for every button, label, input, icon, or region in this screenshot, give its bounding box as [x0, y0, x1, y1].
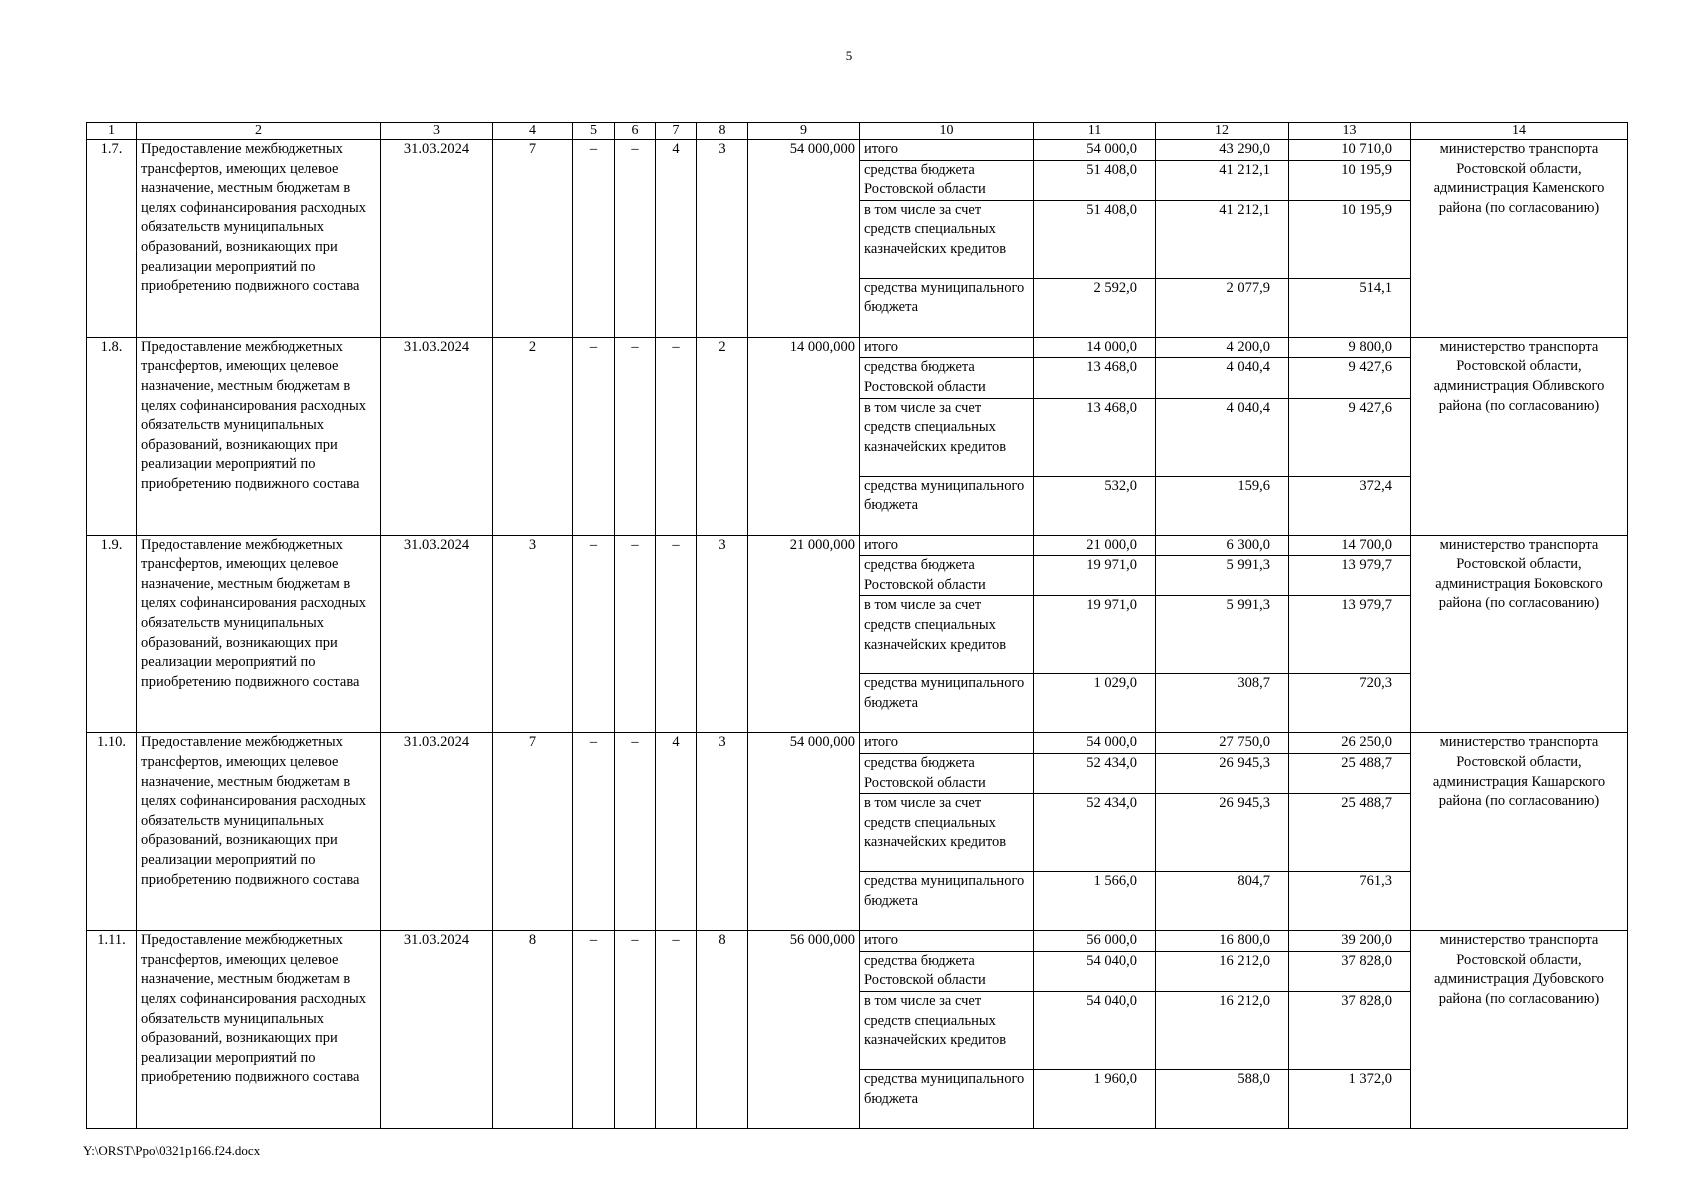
value-col11: 54 000,0 — [1034, 733, 1156, 754]
col6-value: – — [615, 337, 656, 535]
item-date: 31.03.2024 — [381, 931, 493, 1129]
value-col11: 54 040,0 — [1034, 951, 1156, 991]
item-date: 31.03.2024 — [381, 733, 493, 931]
value-col12: 588,0 — [1156, 1069, 1289, 1128]
value-col13: 9 800,0 — [1289, 337, 1411, 358]
responsible-party: министерство транспорта Ростовской области, администрация Каменского района (по согласованию) — [1411, 140, 1628, 338]
value-col12: 27 750,0 — [1156, 733, 1289, 754]
table-row — [87, 535, 1628, 556]
file-path-footer: Y:\ORST\Ppo\0321p166.f24.docx — [83, 1143, 261, 1158]
item-amount: 54 000,000 — [748, 140, 860, 338]
header-cell: 5 — [573, 123, 615, 140]
value-col11: 51 408,0 — [1034, 200, 1156, 278]
value-col13: 13 979,7 — [1289, 556, 1411, 596]
value-col13: 26 250,0 — [1289, 733, 1411, 754]
col5-value: – — [573, 535, 615, 733]
header-cell: 2 — [137, 123, 381, 140]
value-col12: 43 290,0 — [1156, 140, 1289, 161]
item-description: Предоставление межбюджетных трансфертов, имеющих целевое назначение, местным бюджетам в целях софинансирования расходных обязательств муниципальных образований, возникающих при реализации мероприятий по приобретению подвижного состава — [137, 140, 381, 338]
funding-source-label: средства бюджета Ростовской области — [860, 951, 1034, 991]
header-cell: 4 — [493, 123, 573, 140]
value-col12: 6 300,0 — [1156, 535, 1289, 556]
item-number: 1.7. — [87, 140, 137, 338]
value-col11: 52 434,0 — [1034, 794, 1156, 872]
item-description: Предоставление межбюджетных трансфертов, имеющих целевое назначение, местным бюджетам в целях софинансирования расходных обязательств муниципальных образований, возникающих при реализации мероприятий по приобретению подвижного состава — [137, 535, 381, 733]
item-date: 31.03.2024 — [381, 140, 493, 338]
header-cell: 6 — [615, 123, 656, 140]
col6-value: – — [615, 140, 656, 338]
item-number: 1.9. — [87, 535, 137, 733]
value-col13: 514,1 — [1289, 278, 1411, 337]
value-col13: 13 979,7 — [1289, 596, 1411, 674]
funding-source-label: итого — [860, 535, 1034, 556]
col6-value: – — [615, 931, 656, 1129]
value-col13: 1 372,0 — [1289, 1069, 1411, 1128]
funding-source-label: средства муниципального бюджета — [860, 674, 1034, 733]
value-col12: 41 212,1 — [1156, 160, 1289, 200]
col6-value: – — [615, 535, 656, 733]
value-col13: 372,4 — [1289, 476, 1411, 535]
value-col13: 10 710,0 — [1289, 140, 1411, 161]
value-col13: 761,3 — [1289, 872, 1411, 931]
value-col12: 4 200,0 — [1156, 337, 1289, 358]
value-col12: 16 212,0 — [1156, 991, 1289, 1069]
item-amount: 56 000,000 — [748, 931, 860, 1129]
item-description: Предоставление межбюджетных трансфертов, имеющих целевое назначение, местным бюджетам в целях софинансирования расходных обязательств муниципальных образований, возникающих при реализации мероприятий по приобретению подвижного состава — [137, 337, 381, 535]
column-number-header — [87, 123, 1628, 140]
value-col11: 13 468,0 — [1034, 398, 1156, 476]
item-number: 1.10. — [87, 733, 137, 931]
value-col12: 804,7 — [1156, 872, 1289, 931]
item-number: 1.8. — [87, 337, 137, 535]
col8-value: 2 — [697, 337, 748, 535]
funding-source-label: средства бюджета Ростовской области — [860, 753, 1034, 793]
funding-source-label: в том числе за счет средств специальных казначейских кредитов — [860, 794, 1034, 872]
funding-source-label: итого — [860, 337, 1034, 358]
value-col11: 1 566,0 — [1034, 872, 1156, 931]
value-col11: 51 408,0 — [1034, 160, 1156, 200]
value-col12: 308,7 — [1156, 674, 1289, 733]
value-col11: 1 029,0 — [1034, 674, 1156, 733]
value-col11: 13 468,0 — [1034, 358, 1156, 398]
value-col11: 19 971,0 — [1034, 556, 1156, 596]
value-col13: 39 200,0 — [1289, 931, 1411, 952]
value-col11: 56 000,0 — [1034, 931, 1156, 952]
col4-value: 7 — [493, 140, 573, 338]
funding-source-label: итого — [860, 733, 1034, 754]
value-col13: 10 195,9 — [1289, 200, 1411, 278]
value-col12: 26 945,3 — [1156, 753, 1289, 793]
value-col12: 16 212,0 — [1156, 951, 1289, 991]
col8-value: 3 — [697, 140, 748, 338]
col5-value: – — [573, 140, 615, 338]
value-col12: 16 800,0 — [1156, 931, 1289, 952]
col5-value: – — [573, 337, 615, 535]
header-cell: 3 — [381, 123, 493, 140]
value-col12: 26 945,3 — [1156, 794, 1289, 872]
col8-value: 8 — [697, 931, 748, 1129]
responsible-party: министерство транспорта Ростовской области, администрация Кашарского района (по согласованию) — [1411, 733, 1628, 931]
item-date: 31.03.2024 — [381, 337, 493, 535]
value-col13: 10 195,9 — [1289, 160, 1411, 200]
value-col12: 5 991,3 — [1156, 596, 1289, 674]
funding-source-label: в том числе за счет средств специальных казначейских кредитов — [860, 200, 1034, 278]
col8-value: 3 — [697, 733, 748, 931]
item-date: 31.03.2024 — [381, 535, 493, 733]
table-row — [87, 337, 1628, 358]
header-cell: 14 — [1411, 123, 1628, 140]
funding-source-label: средства муниципального бюджета — [860, 872, 1034, 931]
col7-value: – — [656, 535, 697, 733]
col4-value: 8 — [493, 931, 573, 1129]
funding-source-label: средства муниципального бюджета — [860, 278, 1034, 337]
col5-value: – — [573, 733, 615, 931]
value-col12: 2 077,9 — [1156, 278, 1289, 337]
value-col13: 37 828,0 — [1289, 951, 1411, 991]
col6-value: – — [615, 733, 656, 931]
value-col12: 4 040,4 — [1156, 398, 1289, 476]
funding-source-label: итого — [860, 140, 1034, 161]
col7-value: 4 — [656, 733, 697, 931]
value-col13: 9 427,6 — [1289, 398, 1411, 476]
responsible-party: министерство транспорта Ростовской области, администрация Обливского района (по согласованию) — [1411, 337, 1628, 535]
item-description: Предоставление межбюджетных трансфертов, имеющих целевое назначение, местным бюджетам в целях софинансирования расходных обязательств муниципальных образований, возникающих при реализации мероприятий по приобретению подвижного состава — [137, 733, 381, 931]
value-col11: 1 960,0 — [1034, 1069, 1156, 1128]
funding-source-label: итого — [860, 931, 1034, 952]
funding-source-label: в том числе за счет средств специальных казначейских кредитов — [860, 991, 1034, 1069]
budget-table — [86, 122, 1628, 1129]
responsible-party: министерство транспорта Ростовской области, администрация Боковского района (по согласованию) — [1411, 535, 1628, 733]
value-col11: 54 040,0 — [1034, 991, 1156, 1069]
col8-value: 3 — [697, 535, 748, 733]
funding-source-label: средства бюджета Ростовской области — [860, 358, 1034, 398]
col4-value: 3 — [493, 535, 573, 733]
col4-value: 2 — [493, 337, 573, 535]
value-col11: 14 000,0 — [1034, 337, 1156, 358]
table-row — [87, 733, 1628, 754]
value-col13: 720,3 — [1289, 674, 1411, 733]
header-cell: 12 — [1156, 123, 1289, 140]
col4-value: 7 — [493, 733, 573, 931]
header-cell: 13 — [1289, 123, 1411, 140]
header-cell: 10 — [860, 123, 1034, 140]
funding-source-label: средства бюджета Ростовской области — [860, 556, 1034, 596]
value-col13: 25 488,7 — [1289, 753, 1411, 793]
item-amount: 14 000,000 — [748, 337, 860, 535]
col5-value: – — [573, 931, 615, 1129]
funding-source-label: средства бюджета Ростовской области — [860, 160, 1034, 200]
value-col12: 5 991,3 — [1156, 556, 1289, 596]
page-number: 5 — [845, 48, 853, 63]
col7-value: – — [656, 931, 697, 1129]
header-cell: 9 — [748, 123, 860, 140]
value-col13: 25 488,7 — [1289, 794, 1411, 872]
value-col11: 2 592,0 — [1034, 278, 1156, 337]
value-col11: 532,0 — [1034, 476, 1156, 535]
item-amount: 54 000,000 — [748, 733, 860, 931]
funding-source-label: в том числе за счет средств специальных казначейских кредитов — [860, 398, 1034, 476]
value-col13: 37 828,0 — [1289, 991, 1411, 1069]
table-row — [87, 140, 1628, 161]
value-col11: 52 434,0 — [1034, 753, 1156, 793]
header-cell: 11 — [1034, 123, 1156, 140]
col7-value: – — [656, 337, 697, 535]
responsible-party: министерство транспорта Ростовской области, администрация Дубовского района (по согласованию) — [1411, 931, 1628, 1129]
value-col13: 14 700,0 — [1289, 535, 1411, 556]
funding-source-label: в том числе за счет средств специальных казначейских кредитов — [860, 596, 1034, 674]
value-col12: 159,6 — [1156, 476, 1289, 535]
item-description: Предоставление межбюджетных трансфертов, имеющих целевое назначение, местным бюджетам в целях софинансирования расходных обязательств муниципальных образований, возникающих при реализации мероприятий по приобретению подвижного состава — [137, 931, 381, 1129]
table-row — [87, 931, 1628, 952]
value-col11: 21 000,0 — [1034, 535, 1156, 556]
col7-value: 4 — [656, 140, 697, 338]
item-number: 1.11. — [87, 931, 137, 1129]
value-col13: 9 427,6 — [1289, 358, 1411, 398]
funding-source-label: средства муниципального бюджета — [860, 1069, 1034, 1128]
header-cell: 7 — [656, 123, 697, 140]
value-col11: 19 971,0 — [1034, 596, 1156, 674]
value-col12: 4 040,4 — [1156, 358, 1289, 398]
item-amount: 21 000,000 — [748, 535, 860, 733]
value-col12: 41 212,1 — [1156, 200, 1289, 278]
funding-source-label: средства муниципального бюджета — [860, 476, 1034, 535]
value-col11: 54 000,0 — [1034, 140, 1156, 161]
header-cell: 8 — [697, 123, 748, 140]
header-cell: 1 — [87, 123, 137, 140]
